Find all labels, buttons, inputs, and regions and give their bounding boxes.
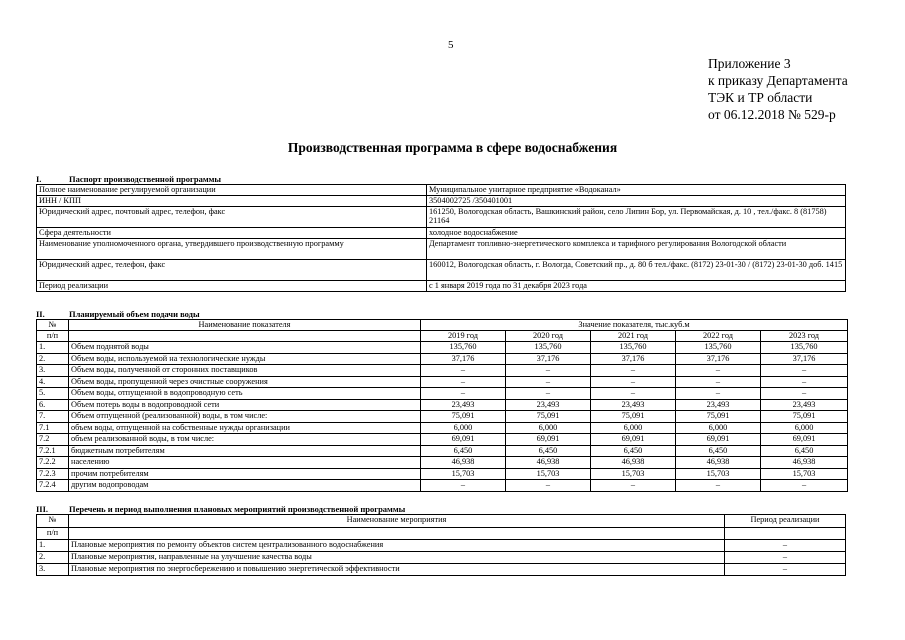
row-value: – bbox=[591, 365, 676, 377]
row-value: 23,493 bbox=[676, 399, 761, 411]
row-value: 6,000 bbox=[761, 422, 848, 434]
passport-label: Юридический адрес, почтовый адрес, телефон, факс bbox=[37, 207, 427, 228]
col-header-number-2: п/п bbox=[37, 331, 69, 342]
row-value: 75,091 bbox=[676, 411, 761, 423]
passport-label: Период реализации bbox=[37, 281, 427, 292]
row-value: – bbox=[506, 480, 591, 492]
row-value: – bbox=[421, 365, 506, 377]
row-value: 23,493 bbox=[761, 399, 848, 411]
row-value: 46,938 bbox=[421, 457, 506, 469]
row-value: – bbox=[506, 365, 591, 377]
row-value: 37,176 bbox=[421, 353, 506, 365]
row-number: 3. bbox=[37, 365, 69, 377]
row-value: 37,176 bbox=[591, 353, 676, 365]
table-row bbox=[37, 399, 848, 411]
measure-number: 1. bbox=[37, 540, 69, 552]
measure-row bbox=[37, 564, 846, 576]
measures-header-number-2: п/п bbox=[37, 528, 69, 540]
row-value: 75,091 bbox=[591, 411, 676, 423]
section-3-title: Перечень и период выполнения плановых мероприятий производственной программы bbox=[69, 504, 406, 514]
section-3-number: III. bbox=[36, 504, 49, 514]
row-value: – bbox=[421, 480, 506, 492]
row-value: 15,703 bbox=[676, 468, 761, 480]
passport-label: Наименование уполномоченного органа, утвердившего производственную программу bbox=[37, 239, 427, 260]
row-name: объем воды, отпущенной на собственные нужды организации bbox=[69, 422, 421, 434]
table-row bbox=[37, 457, 848, 469]
measure-number: 3. bbox=[37, 564, 69, 576]
row-value: 37,176 bbox=[761, 353, 848, 365]
row-number: 7.1 bbox=[37, 422, 69, 434]
row-value: 135,760 bbox=[421, 342, 506, 354]
measure-period: – bbox=[725, 552, 846, 564]
row-value: – bbox=[761, 376, 848, 388]
row-value: 135,760 bbox=[591, 342, 676, 354]
section-1-title: Паспорт производственной программы bbox=[69, 174, 222, 184]
measures-header-number: № bbox=[37, 515, 69, 528]
row-value: 6,000 bbox=[506, 422, 591, 434]
row-value: 23,493 bbox=[421, 399, 506, 411]
table-row bbox=[37, 468, 848, 480]
row-name: населению bbox=[69, 457, 421, 469]
passport-row bbox=[37, 228, 846, 239]
table-row bbox=[37, 445, 848, 457]
row-number: 6. bbox=[37, 399, 69, 411]
table-row bbox=[37, 365, 848, 377]
row-value: 6,450 bbox=[761, 445, 848, 457]
row-value: 6,450 bbox=[506, 445, 591, 457]
row-value: – bbox=[676, 480, 761, 492]
row-name: Объем воды, используемой на технологические нужды bbox=[69, 353, 421, 365]
table-row bbox=[37, 434, 848, 446]
row-value: 37,176 bbox=[506, 353, 591, 365]
row-number: 1. bbox=[37, 342, 69, 354]
row-value: – bbox=[506, 376, 591, 388]
row-value: 15,703 bbox=[761, 468, 848, 480]
passport-table bbox=[36, 184, 846, 292]
row-value: 6,000 bbox=[676, 422, 761, 434]
row-value: 6,450 bbox=[421, 445, 506, 457]
passport-row bbox=[37, 239, 846, 260]
measure-row bbox=[37, 552, 846, 564]
row-value: 37,176 bbox=[676, 353, 761, 365]
passport-row bbox=[37, 260, 846, 281]
passport-label: Сфера деятельности bbox=[37, 228, 427, 239]
section-2-title: Планируемый объем подачи воды bbox=[69, 309, 200, 319]
col-header-name: Наименование показателя bbox=[69, 320, 421, 331]
row-name: Объем воды, пропущенной через очистные сооружения bbox=[69, 376, 421, 388]
row-number: 7.2.4 bbox=[37, 480, 69, 492]
row-value: 69,091 bbox=[761, 434, 848, 446]
passport-value: 3504002725 /350401001 bbox=[427, 196, 846, 207]
measure-period: – bbox=[725, 564, 846, 576]
table-row bbox=[37, 388, 848, 400]
row-value: – bbox=[676, 376, 761, 388]
measure-row bbox=[37, 540, 846, 552]
passport-value: 161250, Вологодская область, Вашкинский район, село Липин Бор, ул. Первомайская, д. 10 , тел./факс. 8 (81758) 21164 bbox=[427, 207, 846, 228]
row-number: 7.2.3 bbox=[37, 468, 69, 480]
section-1-heading bbox=[36, 174, 221, 184]
row-value: 69,091 bbox=[506, 434, 591, 446]
section-2-number: II. bbox=[36, 309, 45, 319]
row-value: 75,091 bbox=[506, 411, 591, 423]
row-value: – bbox=[591, 388, 676, 400]
passport-label: Полное наименование регулируемой организации bbox=[37, 185, 427, 196]
row-number: 4. bbox=[37, 376, 69, 388]
appendix-line-1: Приложение 3 bbox=[708, 56, 791, 71]
page-number: 5 bbox=[448, 39, 454, 51]
passport-label: ИНН / КПП bbox=[37, 196, 427, 207]
row-value: – bbox=[591, 376, 676, 388]
row-number: 5. bbox=[37, 388, 69, 400]
row-name: Объем отпущенной (реализованной) воды, в том числе: bbox=[69, 411, 421, 423]
appendix-line-2: к приказу Департамента bbox=[708, 73, 848, 88]
table-row bbox=[37, 422, 848, 434]
year-header: 2020 год bbox=[506, 331, 591, 342]
row-name: Объем воды, полученной от сторонних поставщиков bbox=[69, 365, 421, 377]
section-2-heading bbox=[36, 309, 200, 319]
row-value: – bbox=[421, 376, 506, 388]
row-value: 46,938 bbox=[506, 457, 591, 469]
row-number: 2. bbox=[37, 353, 69, 365]
measure-period: – bbox=[725, 540, 846, 552]
measures-table bbox=[36, 514, 846, 576]
row-name: бюджетным потребителям bbox=[69, 445, 421, 457]
appendix-header bbox=[708, 55, 848, 123]
row-number: 7.2 bbox=[37, 434, 69, 446]
row-value: – bbox=[676, 365, 761, 377]
table-row bbox=[37, 376, 848, 388]
passport-value: с 1 января 2019 года по 31 декабря 2023 года bbox=[427, 281, 846, 292]
measures-header-period-empty bbox=[725, 528, 846, 540]
passport-value: Муниципальное унитарное предприятие «Водоканал» bbox=[427, 185, 846, 196]
passport-row bbox=[37, 281, 846, 292]
row-value: 6,000 bbox=[591, 422, 676, 434]
row-value: – bbox=[506, 388, 591, 400]
row-name: Объем воды, отпущенной в водопроводную сеть bbox=[69, 388, 421, 400]
row-value: – bbox=[761, 388, 848, 400]
row-value: 46,938 bbox=[591, 457, 676, 469]
row-value: – bbox=[421, 388, 506, 400]
row-value: 69,091 bbox=[676, 434, 761, 446]
row-number: 7. bbox=[37, 411, 69, 423]
section-3-heading bbox=[36, 504, 405, 514]
passport-value: холодное водоснабжение bbox=[427, 228, 846, 239]
row-value: 69,091 bbox=[421, 434, 506, 446]
row-value: 46,938 bbox=[676, 457, 761, 469]
row-value: 23,493 bbox=[506, 399, 591, 411]
col-header-value: Значение показателя, тыс.куб.м bbox=[421, 320, 848, 331]
row-value: 135,760 bbox=[676, 342, 761, 354]
measure-name: Плановые мероприятия по ремонту объектов систем централизованного водоснабжения bbox=[69, 540, 725, 552]
row-value: – bbox=[761, 480, 848, 492]
year-header: 2023 год bbox=[761, 331, 848, 342]
col-header-name-empty bbox=[69, 331, 421, 342]
measures-header-period: Период реализации bbox=[725, 515, 846, 528]
table-row bbox=[37, 342, 848, 354]
row-name: другим водопроводам bbox=[69, 480, 421, 492]
row-name: объем реализованной воды, в том числе: bbox=[69, 434, 421, 446]
table-row bbox=[37, 411, 848, 423]
row-name: Объем потерь воды в водопроводной сети bbox=[69, 399, 421, 411]
appendix-line-3: ТЭК и ТР области bbox=[708, 90, 813, 105]
row-value: – bbox=[676, 388, 761, 400]
table-row bbox=[37, 353, 848, 365]
year-header: 2021 год bbox=[591, 331, 676, 342]
row-name: прочим потребителям bbox=[69, 468, 421, 480]
row-value: – bbox=[591, 480, 676, 492]
passport-value: 160012, Вологодская область, г. Вологда, Советский пр., д. 80 б тел./факс. (8172) 23-01-30 / (8172) 23-01-30 доб. 1415 bbox=[427, 260, 846, 281]
page-title: Производственная программа в сфере водоснабжения bbox=[287, 140, 618, 155]
passport-row bbox=[37, 196, 846, 207]
row-value: 75,091 bbox=[761, 411, 848, 423]
row-value: 6,450 bbox=[591, 445, 676, 457]
passport-row bbox=[37, 207, 846, 228]
passport-label: Юридический адрес, телефон, факс bbox=[37, 260, 427, 281]
row-value: 75,091 bbox=[421, 411, 506, 423]
year-header: 2022 год bbox=[676, 331, 761, 342]
row-value: 69,091 bbox=[591, 434, 676, 446]
row-value: 135,760 bbox=[506, 342, 591, 354]
col-header-number: № bbox=[37, 320, 69, 331]
row-value: 135,760 bbox=[761, 342, 848, 354]
row-number: 7.2.1 bbox=[37, 445, 69, 457]
section-1-number: I. bbox=[36, 174, 42, 184]
row-value: 6,450 bbox=[676, 445, 761, 457]
row-value: 15,703 bbox=[506, 468, 591, 480]
row-value: 46,938 bbox=[761, 457, 848, 469]
row-value: – bbox=[761, 365, 848, 377]
row-value: 23,493 bbox=[591, 399, 676, 411]
passport-value: Департамент топливно-энергетического комплекса и тарифного регулирования Вологодской области bbox=[427, 239, 846, 260]
measure-name: Плановые мероприятия, направленные на улучшение качества воды bbox=[69, 552, 725, 564]
row-name: Объем поднятой воды bbox=[69, 342, 421, 354]
row-value: 15,703 bbox=[421, 468, 506, 480]
measure-name: Плановые мероприятия по энергосбережению и повышению энергетической эффективности bbox=[69, 564, 725, 576]
appendix-line-4: от 06.12.2018 № 529-р bbox=[708, 107, 836, 122]
measures-header-name-empty bbox=[69, 528, 725, 540]
passport-row bbox=[37, 185, 846, 196]
row-value: 15,703 bbox=[591, 468, 676, 480]
row-number: 7.2.2 bbox=[37, 457, 69, 469]
measures-header-name: Наименование мероприятия bbox=[69, 515, 725, 528]
measure-number: 2. bbox=[37, 552, 69, 564]
year-header: 2019 год bbox=[421, 331, 506, 342]
table-row bbox=[37, 480, 848, 492]
row-value: 6,000 bbox=[421, 422, 506, 434]
water-volume-table bbox=[36, 319, 848, 492]
